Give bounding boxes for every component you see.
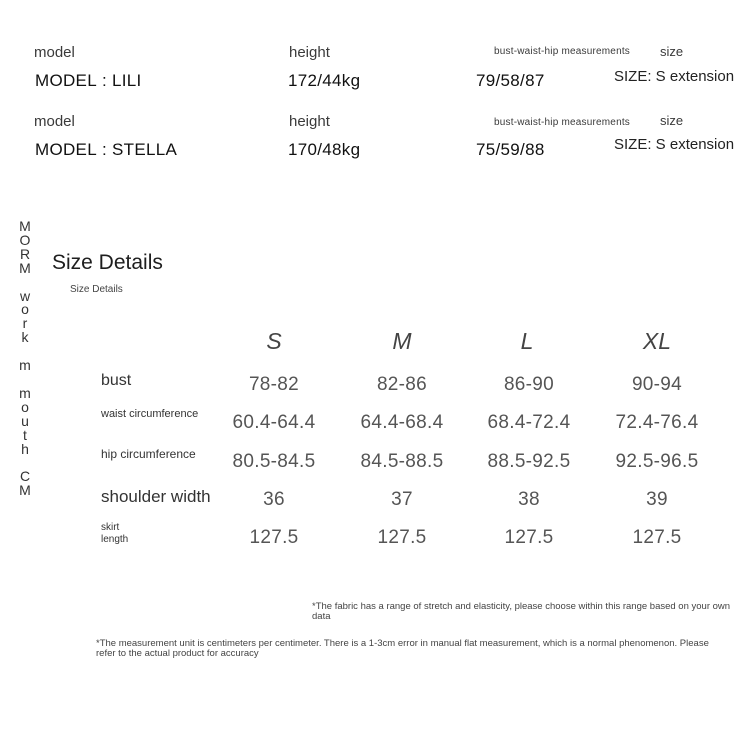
- row-label-skirt-length: skirt length: [101, 522, 129, 545]
- table-cell: 86-90: [503, 374, 555, 395]
- table-cell: 38: [518, 489, 540, 510]
- vertical-brand-text: M O R M w o r k m m o u t h C M: [19, 218, 31, 499]
- size-value: SIZE: S extension: [614, 136, 735, 153]
- table-cell: 127.5: [249, 527, 299, 548]
- measurements-label: bust-waist-hip measurements: [494, 46, 631, 57]
- size-label: size: [660, 44, 684, 59]
- model-label: model: [34, 113, 75, 130]
- measurements-value: 79/58/87: [476, 71, 545, 90]
- size-details-title: Size Details: [52, 251, 163, 274]
- size-header-l: L: [520, 328, 534, 354]
- table-cell: 90-94: [631, 374, 683, 395]
- size-header-s: S: [266, 328, 282, 354]
- size-details-subtitle: Size Details: [70, 284, 123, 295]
- size-value: SIZE: S extension: [614, 68, 735, 85]
- table-cell: 37: [391, 489, 413, 510]
- table-cell: 92.5-96.5: [615, 451, 699, 472]
- table-cell: 60.4-64.4: [232, 412, 316, 433]
- height-label: height: [289, 44, 330, 61]
- height-value: 170/48kg: [288, 140, 361, 159]
- size-header-xl: XL: [642, 328, 672, 354]
- table-cell: 84.5-88.5: [360, 451, 444, 472]
- height-value: 172/44kg: [288, 71, 361, 90]
- table-cell: 127.5: [377, 527, 427, 548]
- row-label-waist: waist circumference: [101, 408, 199, 420]
- size-header-m: M: [392, 328, 412, 354]
- row-label-hip: hip circumference: [101, 447, 196, 461]
- measurements-label: bust-waist-hip measurements: [494, 117, 631, 128]
- model-name: MODEL : LILI: [35, 71, 142, 90]
- size-label: size: [660, 113, 684, 128]
- table-cell: 80.5-84.5: [232, 451, 316, 472]
- table-cell: 78-82: [248, 374, 300, 395]
- table-cell: 39: [646, 489, 668, 510]
- table-cell: 72.4-76.4: [615, 412, 699, 433]
- measurements-value: 75/59/88: [476, 140, 545, 159]
- table-cell: 127.5: [504, 527, 554, 548]
- table-cell: 88.5-92.5: [487, 451, 571, 472]
- model-label: model: [34, 44, 75, 61]
- table-cell: 82-86: [376, 374, 428, 395]
- height-label: height: [289, 113, 330, 130]
- measurement-note: *The measurement unit is centimeters per centimeter. There is a 1-3cm error in manual flat measurement, which is a normal phenomenon. Please refer to the actual product for accuracy: [96, 638, 709, 659]
- model-name: MODEL : STELLA: [35, 140, 178, 159]
- row-label-bust: bust: [101, 372, 132, 389]
- table-cell: 36: [263, 489, 285, 510]
- table-cell: 68.4-72.4: [487, 412, 571, 433]
- table-cell: 64.4-68.4: [360, 412, 444, 433]
- table-cell: 127.5: [632, 527, 682, 548]
- row-label-shoulder: shoulder width: [101, 487, 211, 506]
- fabric-note: *The fabric has a range of stretch and elasticity, please choose within this range based on your own data: [312, 601, 731, 622]
